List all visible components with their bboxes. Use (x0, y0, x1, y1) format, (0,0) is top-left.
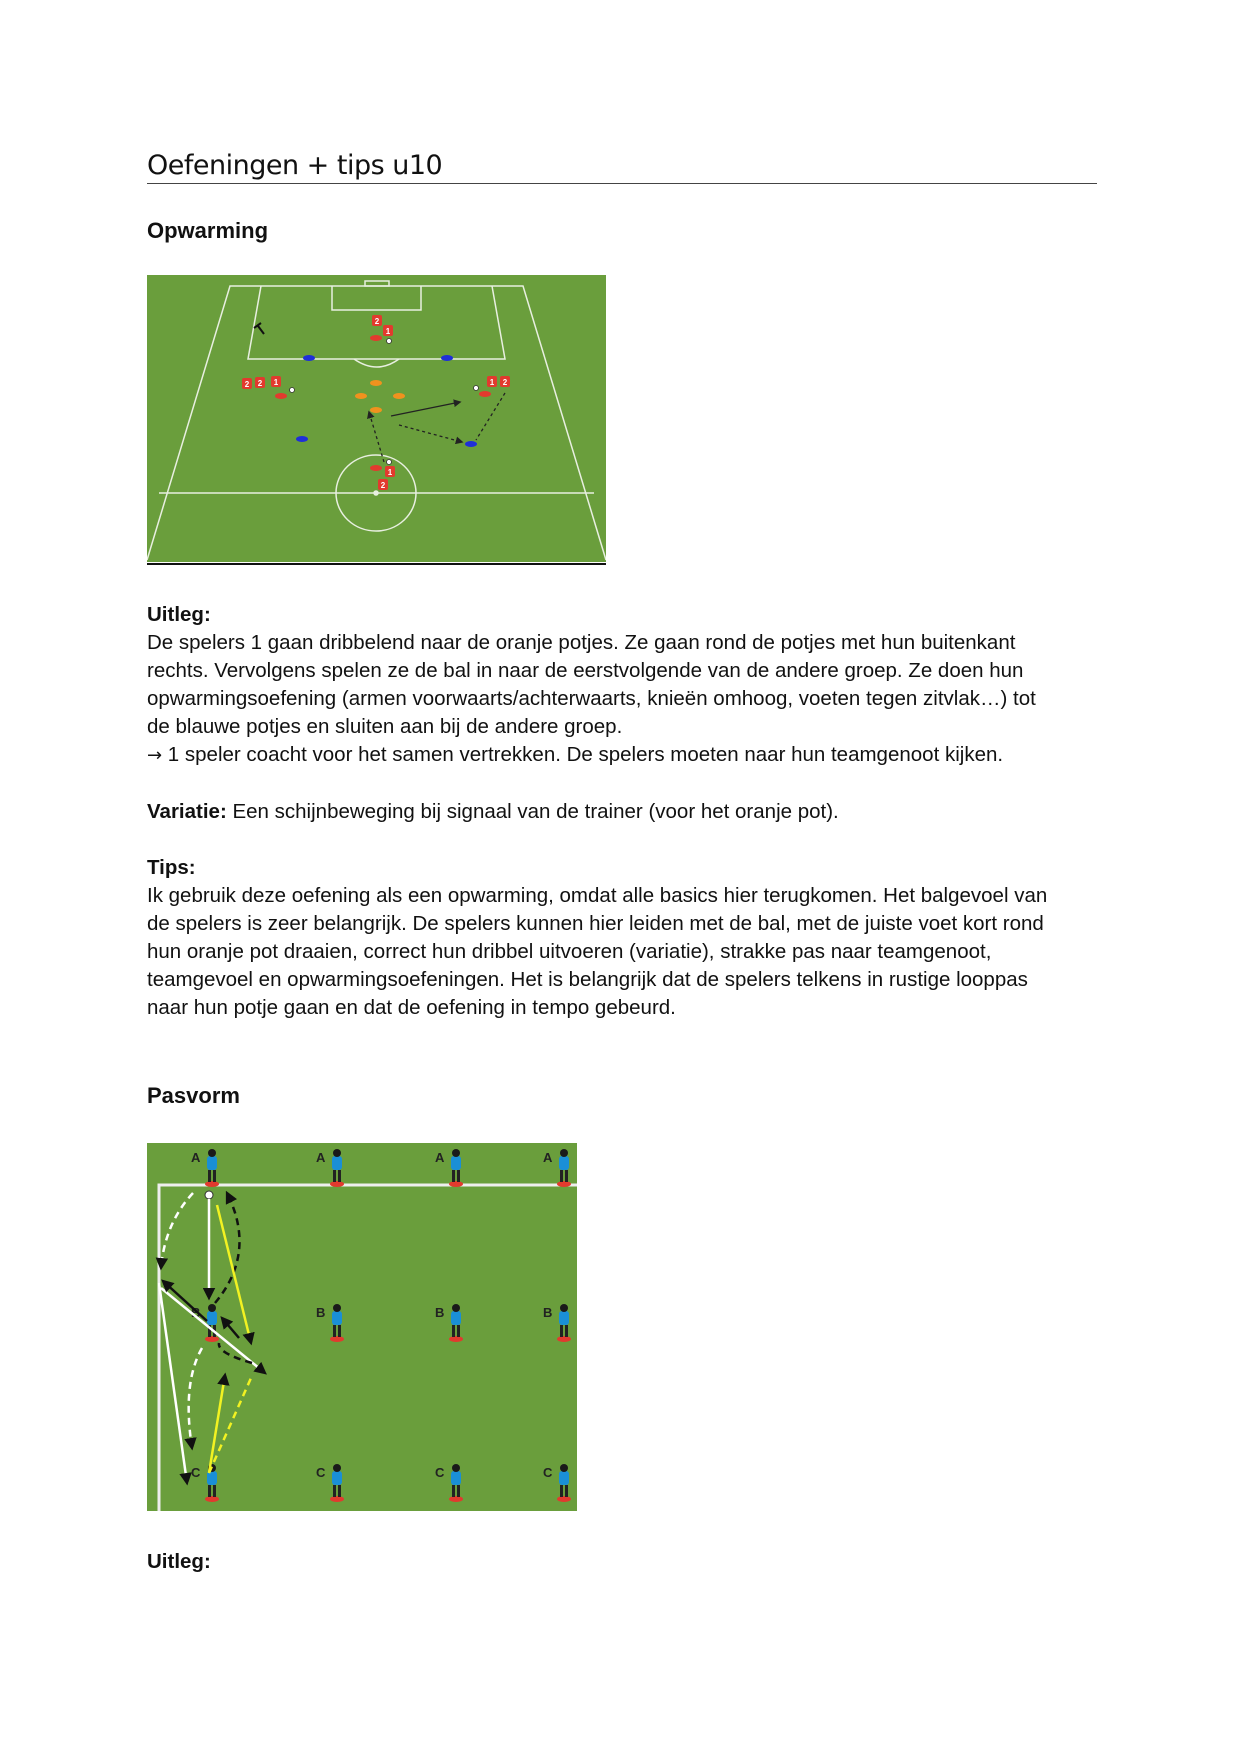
svg-text:C: C (191, 1465, 201, 1480)
uitleg-line-2: rechts. Vervolgens spelen ze de bal in naar de eerstvolgende van de andere groep. Ze doen hun (147, 659, 1024, 682)
svg-text:1: 1 (489, 378, 495, 387)
opwarming-diagram (147, 275, 606, 566)
section-heading-opwarming: Opwarming (147, 218, 269, 243)
svg-text:2: 2 (374, 317, 380, 326)
tips-label: Tips: (147, 856, 196, 879)
svg-text:2: 2 (257, 379, 263, 388)
page-title: Oefeningen + tips u10 (147, 150, 443, 181)
variatie-line: Variatie: Een schijnbeweging bij signaal van de trainer (voor het oranje pot). (147, 800, 839, 823)
uitleg-line-1: De spelers 1 gaan dribbelend naar de oranje potjes. Ze gaan rond de potjes met hun buitenkant (147, 631, 1016, 654)
svg-text:1: 1 (273, 378, 279, 387)
tips-line-4: teamgevoel en opwarmingsoefeningen. Het is belangrijk dat de spelers telkens in rustige looppas (147, 968, 1028, 991)
pasvorm-uitleg-label: Uitleg: (147, 1550, 211, 1573)
svg-text:C: C (435, 1465, 445, 1480)
section-heading-pasvorm: Pasvorm (147, 1083, 240, 1108)
svg-text:A: A (191, 1150, 201, 1165)
arrow-right-icon: → (147, 745, 163, 766)
tips-line-1: Ik gebruik deze oefening als een opwarming, omdat alle basics hier terugkomen. Het balgevoel van (147, 884, 1048, 907)
opwarming-text (147, 601, 1097, 1022)
coach-line: → 1 speler coacht voor het samen vertrekken. De spelers moeten naar hun teamgenoot kijken. (147, 743, 1004, 766)
svg-text:1: 1 (387, 468, 393, 477)
svg-text:2: 2 (380, 481, 386, 490)
pasvorm-diagram (147, 1143, 577, 1511)
svg-text:A: A (543, 1150, 553, 1165)
tips-line-3: hun oranje pot draaien, correct hun dribbel uitvoeren (variatie), strakke pas naar teamgenoot, (147, 940, 992, 963)
uitleg-label: Uitleg: (147, 603, 211, 626)
svg-text:A: A (316, 1150, 326, 1165)
svg-text:2: 2 (244, 380, 250, 389)
tips-line-2: de spelers is zeer belangrijk. De spelers kunnen hier leiden met de bal, met de juiste voet kort rond (147, 912, 1044, 935)
tips-line-5: naar hun potje gaan en dat de oefening in tempo gebeurd. (147, 996, 676, 1019)
svg-text:B: B (435, 1305, 445, 1320)
uitleg-line-4: de blauwe potjes en sluiten aan bij de andere groep. (147, 715, 623, 738)
svg-text:A: A (435, 1150, 445, 1165)
svg-text:B: B (543, 1305, 553, 1320)
svg-text:C: C (543, 1465, 553, 1480)
svg-text:B: B (191, 1305, 201, 1320)
svg-text:2: 2 (502, 378, 508, 387)
svg-text:B: B (316, 1305, 326, 1320)
title-divider (147, 183, 1097, 184)
svg-text:1: 1 (385, 327, 391, 336)
ball (205, 1191, 213, 1199)
svg-text:C: C (316, 1465, 326, 1480)
uitleg-line-3: opwarmingsoefening (armen voorwaarts/achterwaarts, knieën omhoog, voeten tegen zitvlak…) tot (147, 687, 1036, 710)
